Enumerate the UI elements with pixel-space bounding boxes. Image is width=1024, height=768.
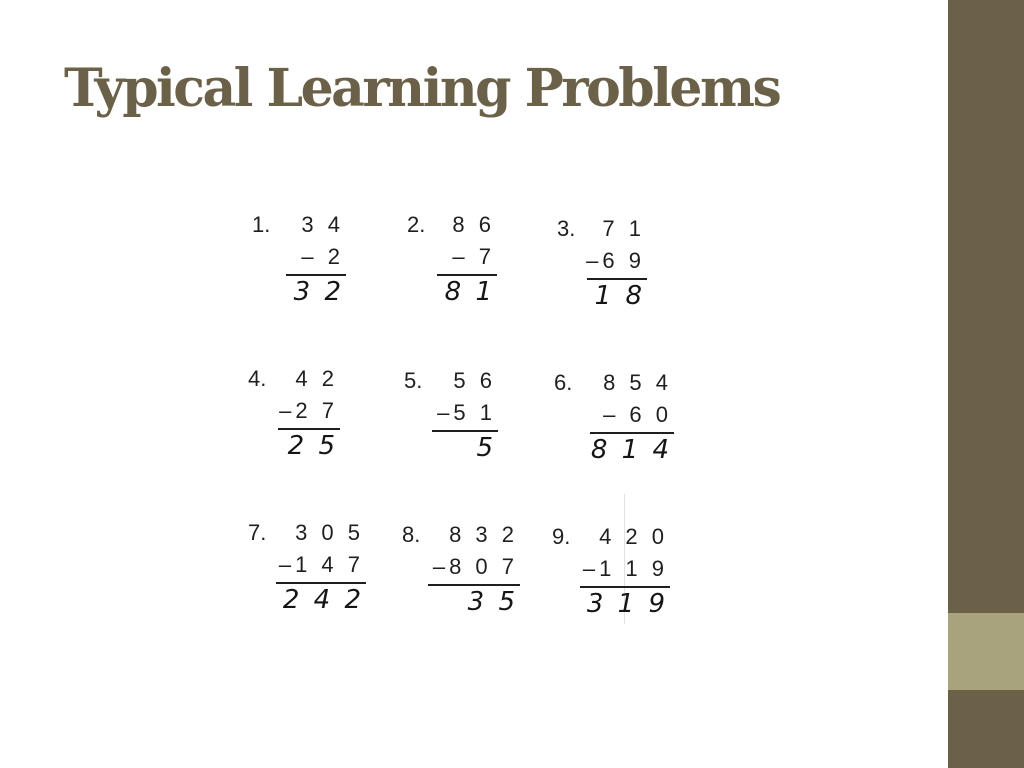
answer-line (286, 274, 346, 276)
problem-number: 8. (402, 522, 421, 547)
answer-line (580, 586, 670, 588)
subtrahend: –1 4 7 (278, 552, 364, 577)
written-answer: 3 5 (467, 587, 518, 617)
minuend: 3 4 (301, 212, 344, 237)
answer-line (590, 432, 674, 434)
problem-7 (248, 520, 364, 630)
written-answer: 3 1 9 (586, 589, 668, 619)
minuend: 3 0 5 (295, 520, 364, 545)
minuend: 4 2 (295, 366, 338, 391)
problem-number: 1. (252, 212, 271, 237)
written-answer: 8 1 (444, 277, 495, 307)
answer-line (437, 274, 497, 276)
problem-2 (407, 212, 495, 322)
problem-8 (402, 522, 518, 632)
subtrahend: –1 1 9 (582, 556, 668, 581)
problem-number: 2. (407, 212, 426, 237)
slide-title: Typical Learning Problems (64, 58, 780, 119)
written-answer: 3 2 (293, 277, 344, 307)
minuend: 8 3 2 (449, 522, 518, 547)
minuend: 5 6 (453, 368, 496, 393)
minuend: 8 5 4 (603, 370, 672, 395)
problem-number: 3. (557, 216, 576, 241)
subtrahend: – 6 0 (603, 402, 672, 427)
sidebar-accent-block (948, 613, 1024, 690)
subtrahend: – 2 (301, 244, 344, 269)
minuend: 4 2 0 (599, 524, 668, 549)
problem-1 (252, 212, 344, 322)
problem-number: 5. (404, 368, 423, 393)
problem-4 (248, 366, 338, 476)
problem-number: 6. (554, 370, 573, 395)
written-answer: 2 5 (287, 431, 338, 461)
written-answer: 2 4 2 (282, 585, 364, 615)
answer-line (432, 430, 498, 432)
problem-number: 7. (248, 520, 267, 545)
answer-line (587, 278, 647, 280)
problem-number: 9. (552, 524, 571, 549)
subtrahend: –5 1 (437, 400, 496, 425)
answer-line (276, 582, 366, 584)
written-answer: 8 1 4 (590, 435, 672, 465)
problem-3 (557, 216, 645, 326)
problem-5 (404, 368, 496, 478)
minuend: 8 6 (452, 212, 495, 237)
subtrahend: –2 7 (279, 398, 338, 423)
worksheet-image (232, 198, 702, 638)
problem-number: 4. (248, 366, 267, 391)
problem-9 (552, 524, 668, 634)
answer-line (428, 584, 520, 586)
minuend: 7 1 (602, 216, 645, 241)
written-answer: 5 (476, 433, 496, 463)
subtrahend: – 7 (452, 244, 495, 269)
answer-line (278, 428, 340, 430)
problem-6 (554, 370, 672, 480)
written-answer: 1 8 (594, 281, 645, 311)
subtrahend: –8 0 7 (432, 554, 518, 579)
subtrahend: –6 9 (586, 248, 645, 273)
